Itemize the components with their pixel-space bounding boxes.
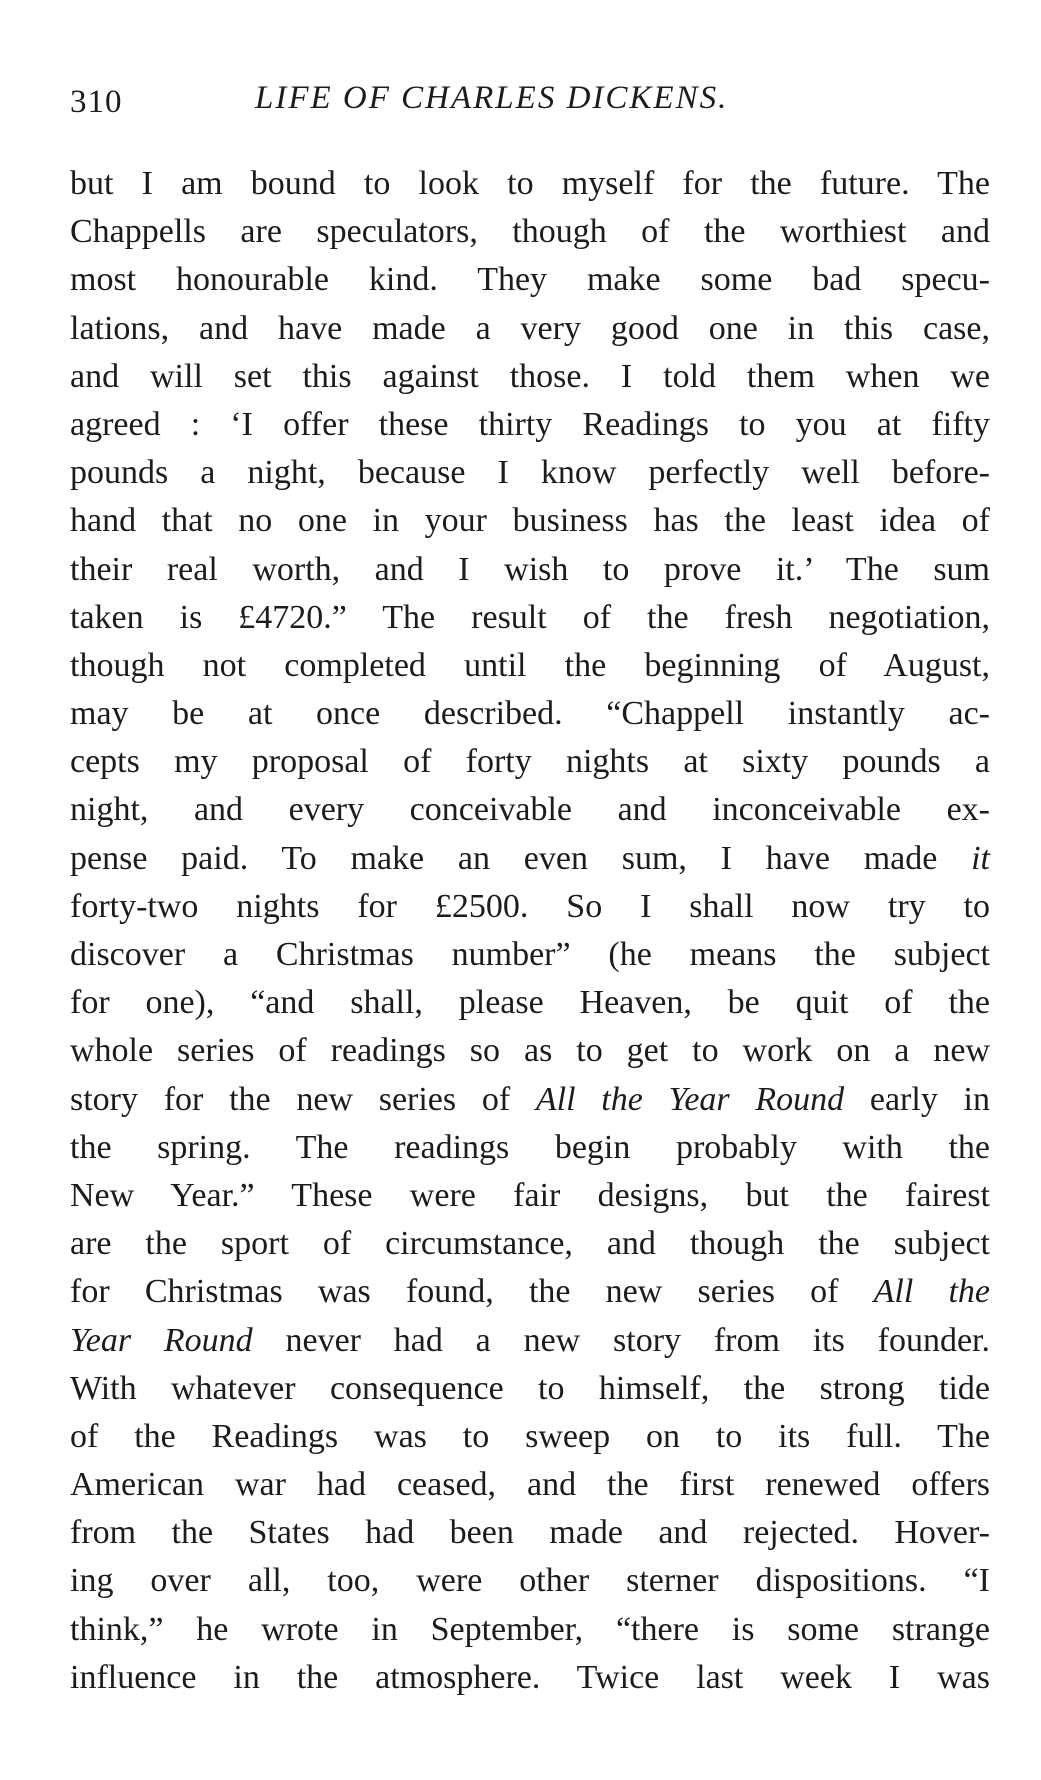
text-segment: New Year.” These were fair designs, but the fairest [70,1176,990,1214]
text-line [70,835,990,883]
text-line [70,883,990,931]
text-line [70,353,990,401]
text-segment: think,” he wrote in September, “there is some strange [70,1610,990,1648]
text-line [70,1557,990,1605]
text-line [70,1654,990,1702]
text-line [70,1461,990,1509]
text-line [70,1076,990,1124]
text-segment: taken is £4720.” The result of the fresh negotiation, [70,598,990,636]
text-line [70,208,990,256]
running-title: LIFE OF CHARLES DICKENS. [255,80,729,116]
text-segment: lations, and have made a very good one in this case, [70,309,990,347]
text-line [70,1268,990,1316]
page-number: 310 [70,84,123,120]
text-line [70,594,990,642]
text-line [70,1027,990,1075]
text-segment: influence in the atmosphere. Twice last week I was [70,1658,990,1696]
text-line [70,931,990,979]
italic-text-segment: All the [873,1273,991,1311]
text-segment: early in [844,1080,990,1118]
text-segment: for one), “and shall, please Heaven, be quit of the [70,984,990,1022]
text-segment: though not completed until the beginning of August, [70,646,990,684]
text-line [70,1124,990,1172]
text-segment: may be at once described. “Chappell instantly ac- [70,695,990,733]
text-segment: cepts my proposal of forty nights at sixty pounds a [70,743,990,781]
text-segment: With whatever consequence to himself, the strong tide [70,1369,990,1407]
text-line [70,1606,990,1654]
text-line [70,497,990,545]
text-segment: but I am bound to look to myself for the future. The [70,165,990,202]
text-line [70,160,990,208]
text-segment: the spring. The readings begin probably with the [70,1128,990,1166]
text-line [70,449,990,497]
running-head [70,80,990,130]
text-segment: agreed : ‘I offer these thirty Readings to you at fifty [70,405,990,443]
italic-text-segment: All the Year Round [535,1080,845,1118]
text-segment: for Christmas was found, the new series of [70,1273,874,1311]
text-line [70,1509,990,1557]
text-segment: story for the new series of [70,1080,536,1118]
text-line [70,1220,990,1268]
text-line [70,256,990,304]
text-segment: night, and every conceivable and inconceivable ex- [70,791,990,829]
italic-text-segment: it [971,839,990,877]
text-line [70,1365,990,1413]
text-segment: discover a Christmas number” (he means the subject [70,936,990,973]
text-line [70,642,990,690]
text-line [70,786,990,834]
text-segment: never had a new story from its founder. [252,1321,990,1359]
text-segment: forty-two nights for £2500. So I shall now try to [70,887,990,925]
text-segment: pounds a night, because I know perfectly well before- [70,454,990,492]
text-line [70,690,990,738]
text-segment: are the sport of circumstance, and though the subject [70,1225,990,1263]
text-segment: ing over all, too, were other sterner dispositions. “I [70,1562,990,1600]
text-line [70,401,990,449]
text-segment: most honourable kind. They make some bad specu- [70,261,990,299]
text-line [70,546,990,594]
text-segment: their real worth, and I wish to prove it.’ The sum [70,550,990,588]
text-segment: from the States had been made and rejected. Hover- [70,1514,990,1552]
body-text [70,160,990,1702]
text-segment: hand that no one in your business has the least idea of [70,502,990,540]
text-segment: whole series of readings so as to get to work on a new [70,1032,990,1070]
text-segment: of the Readings was to sweep on to its full. The [70,1417,990,1455]
text-line [70,1413,990,1461]
italic-text-segment: Year Round [70,1321,253,1359]
text-line [70,738,990,786]
text-line [70,979,990,1027]
text-segment: American war had ceased, and the first renewed offers [70,1466,990,1504]
text-segment: pense paid. To make an even sum, I have made [70,839,972,877]
text-line [70,1317,990,1365]
text-segment: Chappells are speculators, though of the worthiest and [70,213,990,251]
text-line [70,1172,990,1220]
text-segment: and will set this against those. I told them when we [70,357,990,395]
text-line [70,305,990,353]
